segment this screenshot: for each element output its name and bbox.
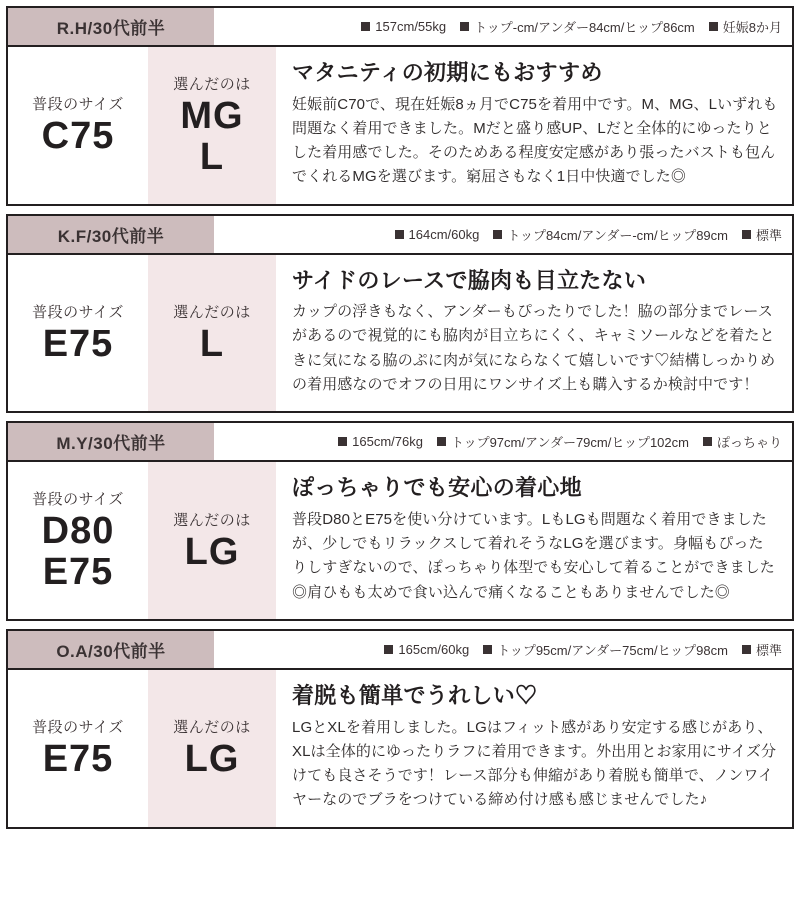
- review-text-column: [276, 462, 792, 619]
- spec-item: [703, 432, 782, 451]
- chosen-size-label: 選んだのは: [173, 511, 251, 529]
- usual-size-column: [8, 255, 148, 412]
- reviewer-name: M.Y/30代前半: [8, 423, 214, 460]
- spec-item: [361, 19, 446, 34]
- chosen-size-line: L: [199, 135, 225, 178]
- chosen-size-label: 選んだのは: [173, 719, 251, 737]
- review-body: [8, 670, 792, 827]
- square-bullet-icon: [437, 437, 446, 446]
- review-title: サイドのレースで脇肉も目立たない: [292, 267, 647, 293]
- review-title: 着脱も簡単でうれしい♡: [292, 683, 538, 709]
- usual-size-column: [8, 670, 148, 827]
- reviewer-name: O.A/30代前半: [8, 631, 214, 668]
- usual-size-line: E75: [42, 551, 114, 594]
- spec-item: [395, 227, 480, 242]
- usual-size-label: 普段のサイズ: [32, 719, 124, 737]
- spec-text: トップ84cm/アンダー-cm/ヒップ89cm: [507, 227, 728, 243]
- chosen-size-column: [148, 462, 276, 619]
- square-bullet-icon: [460, 22, 469, 31]
- square-bullet-icon: [703, 437, 712, 446]
- review-card: [6, 629, 794, 829]
- review-header: [8, 216, 792, 255]
- usual-size-column: [8, 47, 148, 204]
- reviewer-specs: [214, 423, 792, 460]
- review-body: [8, 462, 792, 619]
- review-text: 普段D80とE75を使い分けています。LもLGも問題なく着用できましたが、少しでもリラックスして着れそうなLGを選びます。身幅もぴったりしすぎないので、ぽっちゃり体型でも安心して着ることができました◎肩ひもも太めで食い込んで痛くなることもありませんでした◎: [292, 510, 775, 601]
- reviewer-specs: [214, 216, 792, 253]
- spec-text: 157cm/55kg: [375, 19, 447, 34]
- review-header: [8, 631, 792, 670]
- review-text-column: [276, 255, 792, 412]
- chosen-size-value: [180, 96, 243, 178]
- square-bullet-icon: [384, 645, 393, 654]
- chosen-size-value: [185, 532, 240, 573]
- spec-text: 165cm/60kg: [398, 642, 470, 658]
- square-bullet-icon: [483, 645, 492, 654]
- review-text: 妊娠前C70で、現在妊娠8ヵ月でC75を着用中です。M、MG、Lいずれも問題なく着用できました。Mだと盛り感UP、Lだと全体的にゆったりとした着用感でした。そのためある程度安定感があり張ったバストも包んでくれるMGを選びます。窮屈さもなく1日中快適でした◎: [292, 95, 778, 186]
- chosen-size-line: LG: [184, 530, 240, 573]
- usual-size-value: [43, 739, 114, 780]
- usual-size-value: [43, 324, 114, 365]
- spec-text: 標準: [755, 643, 782, 659]
- chosen-size-value: [185, 739, 240, 780]
- usual-size-value: [42, 116, 115, 157]
- chosen-size-column: [148, 670, 276, 827]
- reviewer-specs: [214, 8, 792, 45]
- review-text-column: [276, 47, 792, 204]
- reviewer-name: K.F/30代前半: [8, 216, 214, 253]
- usual-size-line: E75: [42, 323, 114, 366]
- spec-text: 妊娠8か月: [722, 20, 782, 35]
- spec-text: ぽっちゃり: [716, 435, 782, 451]
- square-bullet-icon: [742, 230, 751, 239]
- spec-item: [483, 640, 728, 659]
- review-text: カップの浮きもなく、アンダーもぴったりでした！脇の部分までレースがあるので視覚的にも脇肉が目立ちにくく、キャミソールなどを着たときに気になる脇のぷに肉が気にならなくて嬉しいです♡結構しっかりめの着用感なのでオフの日用にワンサイズ上も購入するか検討中です！: [292, 303, 776, 394]
- usual-size-label: 普段のサイズ: [32, 96, 124, 114]
- spec-item: [742, 640, 782, 659]
- spec-text: 標準: [755, 227, 782, 243]
- usual-size-value: [42, 511, 115, 593]
- spec-text: トップ97cm/アンダー79cm/ヒップ102cm: [450, 435, 689, 451]
- spec-item: [709, 17, 782, 36]
- usual-size-label: 普段のサイズ: [32, 491, 124, 509]
- spec-item: [460, 17, 695, 36]
- chosen-size-label: 選んだのは: [173, 75, 251, 93]
- spec-item: [493, 225, 728, 244]
- review-card: [6, 214, 794, 414]
- usual-size-line: C75: [41, 115, 115, 158]
- chosen-size-line: L: [199, 323, 225, 366]
- review-title: ぽっちゃりでも安心の着心地: [292, 475, 582, 501]
- usual-size-line: E75: [42, 738, 114, 781]
- chosen-size-label: 選んだのは: [173, 304, 251, 322]
- square-bullet-icon: [395, 230, 404, 239]
- review-body: [8, 47, 792, 204]
- spec-item: [437, 432, 689, 451]
- spec-item: [384, 642, 469, 657]
- usual-size-column: [8, 462, 148, 619]
- chosen-size-column: [148, 47, 276, 204]
- review-card: [6, 6, 794, 206]
- usual-size-label: 普段のサイズ: [32, 304, 124, 322]
- review-title: マタニティの初期にもおすすめ: [292, 60, 603, 85]
- square-bullet-icon: [361, 22, 370, 31]
- chosen-size-column: [148, 255, 276, 412]
- chosen-size-line: LG: [184, 738, 240, 781]
- review-card: [6, 421, 794, 621]
- spec-text: 164cm/60kg: [408, 226, 480, 242]
- usual-size-line: D80: [41, 510, 115, 553]
- spec-text: トップ95cm/アンダー75cm/ヒップ98cm: [497, 643, 728, 659]
- review-text-column: [276, 670, 792, 827]
- review-text: LGとXLを着用しました。LGはフィット感があり安定する感じがあり、XLは全体的にゆったりラフに着用できます。外出用とお家用にサイズ分けても良さそうです！レース部分も伸縮があり着脱も簡単で、ノンワイヤーなのでブラをつけている締め付け感も感じませんでした♪: [292, 718, 777, 809]
- spec-text: トップ-cm/アンダー84cm/ヒップ86cm: [474, 20, 695, 35]
- square-bullet-icon: [709, 22, 718, 31]
- review-body: [8, 255, 792, 412]
- square-bullet-icon: [493, 230, 502, 239]
- review-header: [8, 8, 792, 47]
- chosen-size-line: MG: [180, 94, 244, 137]
- spec-item: [742, 225, 782, 244]
- reviewer-name: R.H/30代前半: [8, 8, 214, 45]
- square-bullet-icon: [338, 437, 347, 446]
- spec-item: [338, 434, 423, 449]
- square-bullet-icon: [742, 645, 751, 654]
- spec-text: 165cm/76kg: [352, 434, 423, 450]
- reviewer-specs: [214, 631, 792, 668]
- review-header: [8, 423, 792, 462]
- chosen-size-value: [200, 324, 224, 365]
